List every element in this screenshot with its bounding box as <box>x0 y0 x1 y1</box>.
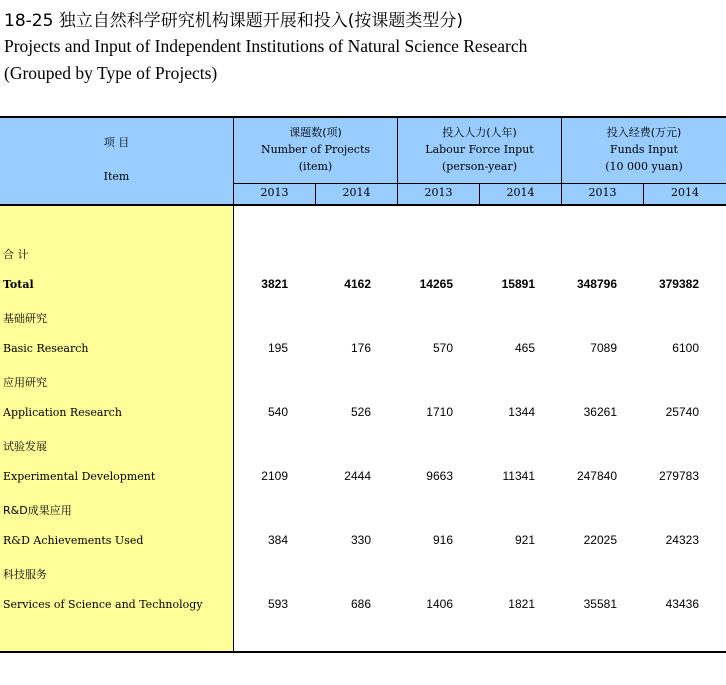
table-cell: 330 <box>350 533 371 547</box>
table-cell: 570 <box>432 341 453 355</box>
row-label-cn: 应用研究 <box>3 376 47 389</box>
table-cell: 916 <box>432 533 453 547</box>
year-header: 2014 <box>671 186 699 199</box>
table-cell: 9663 <box>426 469 453 483</box>
row-label-cn: R&D成果应用 <box>3 504 72 517</box>
table-cell: 1406 <box>426 597 453 611</box>
table-cell: 6100 <box>672 341 699 355</box>
table-cell: 11341 <box>502 469 535 483</box>
table-cell: 15891 <box>501 277 535 291</box>
table-cell: 4162 <box>344 277 371 291</box>
item-column-bg <box>0 206 233 653</box>
table-cell: 921 <box>514 533 535 547</box>
table-cell: 7089 <box>590 341 617 355</box>
table-bottom-border <box>0 651 726 653</box>
table-cell: 14265 <box>419 277 453 291</box>
group-header-projects: 课题数(项) Number of Projects (item) <box>260 126 371 173</box>
table-subtitle-en: (Grouped by Type of Projects) <box>4 63 218 83</box>
header-bottom-border <box>0 204 726 206</box>
year-header: 2013 <box>424 186 453 199</box>
table-cell: 2109 <box>261 469 288 483</box>
row-label-cn: 科技服务 <box>3 568 47 581</box>
row-label-en: Services of Science and Technology <box>3 598 203 611</box>
year-header: 2014 <box>506 186 535 199</box>
row-label-en: Basic Research <box>3 342 89 355</box>
item-header-en: Item <box>103 170 130 183</box>
table-cell: 22025 <box>583 533 617 547</box>
table-cell: 247840 <box>576 469 617 483</box>
row-label-en: Experimental Development <box>3 470 156 483</box>
table-cell: 384 <box>267 533 288 547</box>
data-table <box>0 116 726 653</box>
table-title-en: Projects and Input of Independent Institutions of Natural Science Research <box>4 36 528 56</box>
table-cell: 43436 <box>665 597 699 611</box>
group-header-funds: 投入经费(万元) Funds Input (10 000 yuan) <box>605 126 683 173</box>
table-cell: 1344 <box>508 405 535 419</box>
table-cell: 465 <box>514 341 535 355</box>
table-cell: 348796 <box>576 277 617 291</box>
year-header: 2014 <box>342 186 371 199</box>
table-cell: 36261 <box>583 405 617 419</box>
table-cell: 176 <box>350 341 371 355</box>
table-cell: 593 <box>267 597 288 611</box>
table-cell: 3821 <box>261 277 288 291</box>
table-cell: 379382 <box>658 277 699 291</box>
group-header-labour: 投入人力(人年) Labour Force Input (person-year) <box>425 126 534 173</box>
table-cell: 35581 <box>583 597 617 611</box>
item-header-cn: 项 目 <box>103 136 130 149</box>
table-cell: 540 <box>267 405 288 419</box>
table-cell: 279783 <box>658 469 699 483</box>
table-cell: 1821 <box>508 597 535 611</box>
row-label-en: Total <box>3 278 34 291</box>
table-title-cn: 18-25 独立自然科学研究机构课题开展和投入(按课题类型分) <box>4 11 464 31</box>
table-top-border <box>0 116 726 118</box>
row-label-en: R&D Achievements Used <box>3 534 144 547</box>
table-cell: 2444 <box>344 469 371 483</box>
table-cell: 24323 <box>665 533 699 547</box>
row-label-en: Application Research <box>3 406 122 419</box>
table-cell: 25740 <box>665 405 699 419</box>
table-cell: 1710 <box>426 405 453 419</box>
table-cell: 526 <box>350 405 371 419</box>
year-header: 2013 <box>260 186 289 199</box>
row-label-cn: 合 计 <box>3 248 29 261</box>
year-header: 2013 <box>588 186 617 199</box>
table-cell: 195 <box>267 341 288 355</box>
table-cell: 686 <box>350 597 371 611</box>
row-label-cn: 试验发展 <box>3 440 47 453</box>
row-label-cn: 基础研究 <box>3 312 47 325</box>
